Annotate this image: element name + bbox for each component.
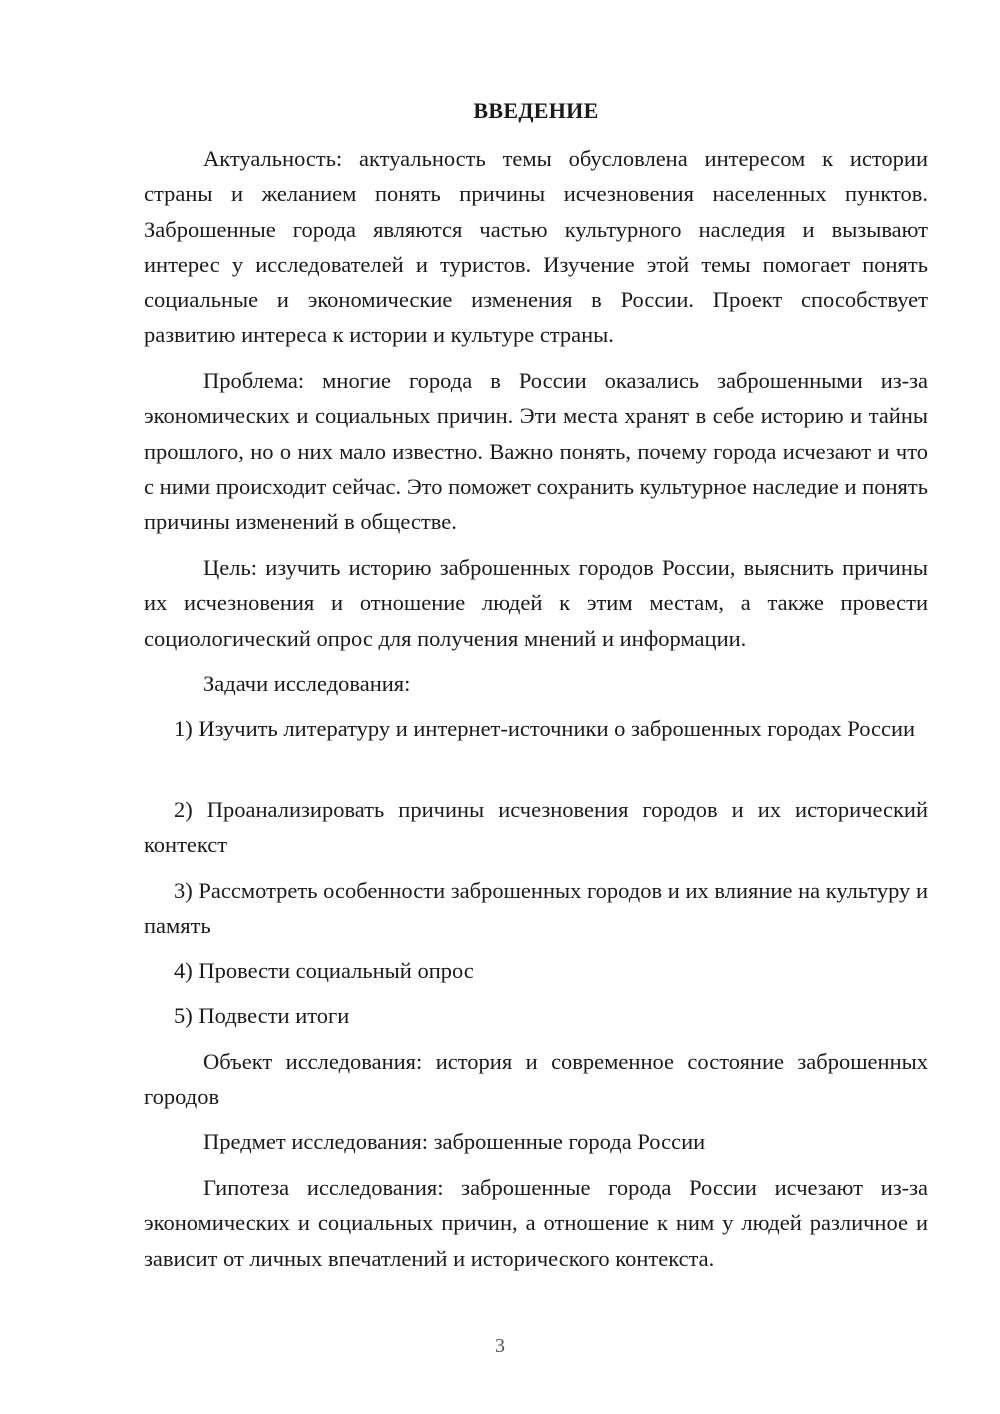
page-title: ВВЕДЕНИЕ (473, 98, 599, 123)
tasks-heading: Задачи исследования: (203, 671, 411, 696)
subject-paragraph: Предмет исследования: заброшенные города России (203, 1129, 706, 1154)
goal-paragraph: Цель: изучить историю заброшенных городов России, выяснить причины их исчезновения и отношение людей к этим местам, а также провести социологический опрос для получения мнений и информации. (144, 555, 928, 651)
task-item-3: 3) Рассмотреть особенности заброшенных городов и их влияние на культуру и память (144, 878, 928, 939)
hypothesis-paragraph: Гипотеза исследования: заброшенные города России исчезают из-за экономических и социальных причин, а отношение к ним у людей различное и зависит от личных впечатлений и исторического контекста. (144, 1175, 928, 1271)
task-item-5: 5) Подвести итоги (174, 1003, 350, 1028)
object-paragraph: Объект исследования: история и современное состояние заброшенных городов (144, 1049, 928, 1110)
relevance-paragraph: Актуальность: актуальность темы обусловлена интересом к истории страны и желанием понять причины исчезновения населенных пунктов. Заброшенные города являются частью культурного наследия и вызывают интерес у исследователей и туристов. Изучение этой темы помогает понять социальные и экономические изменения в России. Проект способствует развитию интереса к истории и культуре страны. (144, 146, 928, 348)
task-item-4: 4) Провести социальный опрос (174, 958, 474, 983)
problem-paragraph: Проблема: многие города в России оказались заброшенными из-за экономических и социальных причин. Эти места хранят в себе историю и тайны прошлого, но о них мало известно. Важно понять, почему города исчезают и что с ними происходит сейчас. Это поможет сохранить культурное наследие и понять причины изменений в обществе. (144, 368, 928, 535)
task-item-2: 2) Проанализировать причины исчезновения городов и их исторический контекст (144, 797, 928, 858)
page-number: 3 (495, 1335, 505, 1357)
task-item-1: 1) Изучить литературу и интернет-источники о заброшенных городах России (174, 716, 916, 741)
